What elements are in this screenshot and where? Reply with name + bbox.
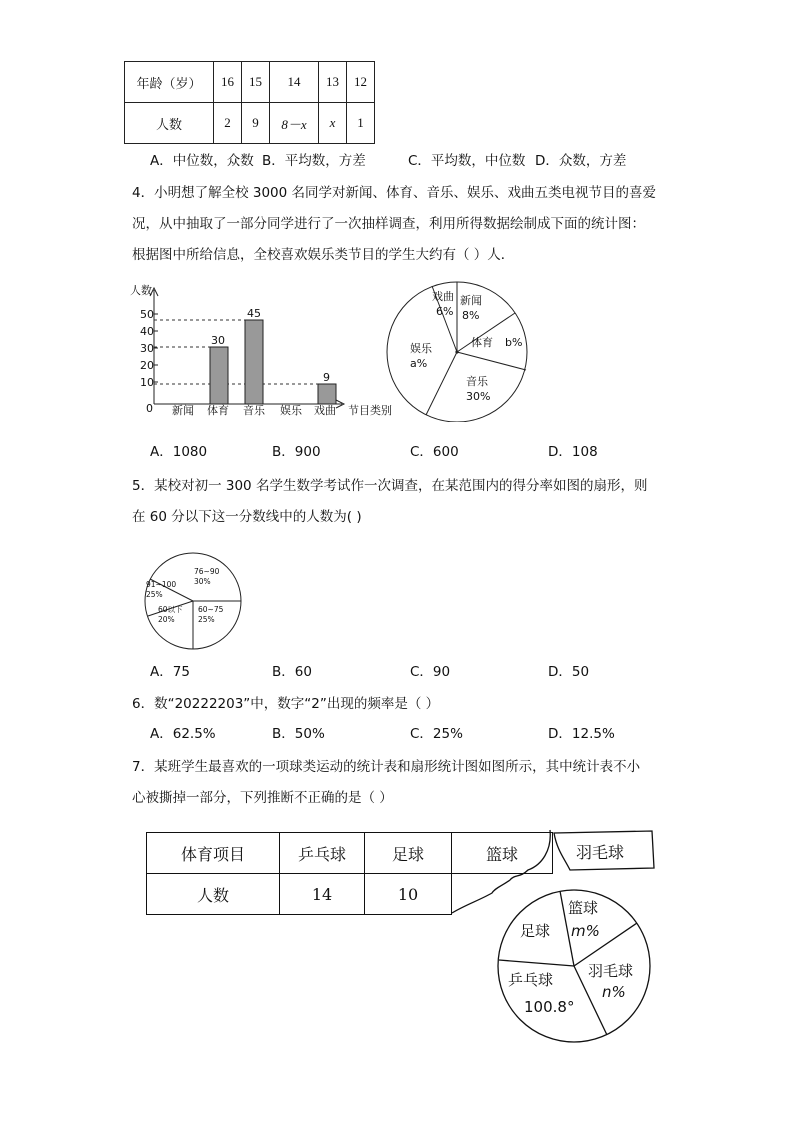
slice-label-娱乐: 娱乐 xyxy=(410,342,432,355)
q4-line3: 根据图中所给信息，全校喜欢娱乐类节目的学生大约有（ ）人． xyxy=(132,247,515,263)
table-cell: 10 xyxy=(365,874,452,915)
slice-label-戏曲: 戏曲 xyxy=(432,290,454,303)
table-cell: 2 xyxy=(214,103,242,144)
q3-option-a: A．中位数，众数 xyxy=(150,153,254,169)
table-header-cell: 足球 xyxy=(365,833,452,874)
table-cell: x xyxy=(319,103,347,144)
q5-line2: 在 60 分以下这一分数线中的人数为( ) xyxy=(132,509,362,525)
table-header-cell: 13 xyxy=(319,62,347,103)
bar-音乐 xyxy=(245,320,263,404)
slice-value-60以下: 20% xyxy=(158,615,175,624)
bar-体育 xyxy=(210,347,228,404)
slice-label-91-100: 91~100 xyxy=(146,580,177,589)
q7-line2: 心被撕掉一部分，下列推断不正确的是（ ） xyxy=(132,790,393,806)
age-table xyxy=(124,61,375,144)
slice-value-60-75: 25% xyxy=(198,615,215,624)
q4-line2: 况，从中抽取了一部分同学进行了一次抽样调查，利用所得数据绘制成下面的统计图： xyxy=(132,216,645,232)
x-axis-label: 节目类别 xyxy=(348,404,392,417)
slice-label-足球: 足球 xyxy=(520,922,551,940)
y-tick-label: 20 xyxy=(140,359,154,372)
pie-divider xyxy=(499,960,574,966)
slice-value-娱乐: a% xyxy=(410,357,428,370)
table-header-cell: 15 xyxy=(242,62,270,103)
q5-option-a: A．75 xyxy=(150,664,190,680)
slice-value-戏曲: 6% xyxy=(436,305,454,318)
q6-option-d: D．12.5% xyxy=(548,726,615,742)
slice-value-羽毛球: n% xyxy=(602,983,626,1001)
y-tick-label: 0 xyxy=(146,402,153,415)
table-cell: 人数 xyxy=(147,874,280,915)
slice-value-76-90: 30% xyxy=(194,577,211,586)
data-label: 30 xyxy=(211,334,225,347)
slice-value-91-100: 25% xyxy=(146,590,163,599)
x-tick-label: 音乐 xyxy=(243,404,265,417)
slice-value-新闻: 8% xyxy=(462,309,480,322)
slice-value-体育: b% xyxy=(505,336,523,349)
x-tick-label: 新闻 xyxy=(172,404,194,417)
pie-center xyxy=(455,350,458,353)
x-tick-label: 体育 xyxy=(207,404,229,417)
slice-label-60以下: 60以下 xyxy=(158,605,183,614)
torn-piece-and-pie xyxy=(440,820,680,1050)
q5-option-c: C．90 xyxy=(410,664,451,680)
table-header-cell: 体育项目 xyxy=(147,833,280,874)
slice-value-篮球: m% xyxy=(571,922,600,940)
slice-label-76-90: 76~90 xyxy=(194,567,220,576)
table-header-cell: 12 xyxy=(347,62,375,103)
q6-option-c: C．25% xyxy=(410,726,463,742)
table-cell: 14 xyxy=(280,874,365,915)
q4-option-d: D．108 xyxy=(548,444,598,460)
pie-chart-scores xyxy=(140,550,248,654)
q4-option-a: A．1080 xyxy=(150,444,208,460)
table-header-cell: 年龄（岁） xyxy=(125,62,214,103)
q7-line1: 7．某班学生最喜欢的一项球类运动的统计表和扇形统计图如图所示，其中统计表不小 xyxy=(132,759,641,775)
slice-label-篮球: 篮球 xyxy=(568,899,599,917)
q3-option-b: B．平均数，方差 xyxy=(262,153,366,169)
q4-line1: 4．小明想了解全校 3000 名同学对新闻、体育、音乐、娱乐、戏曲五类电视节目的喜爱 xyxy=(132,185,657,201)
table-header-cell: 14 xyxy=(270,62,319,103)
slice-label-音乐: 音乐 xyxy=(466,375,488,388)
y-tick-label: 40 xyxy=(140,325,154,338)
y-tick-label: 30 xyxy=(140,342,154,355)
q6-option-a: A．62.5% xyxy=(150,726,216,742)
pie-divider xyxy=(426,352,457,415)
q4-option-c: C．600 xyxy=(410,444,459,460)
q3-option-d: D．众数，方差 xyxy=(535,153,627,169)
slice-label-体育: 体育 xyxy=(471,336,493,349)
table-cell: 8－x xyxy=(270,103,319,144)
slice-value-乒乓球: 100.8° xyxy=(524,998,575,1016)
slice-label-新闻: 新闻 xyxy=(460,294,482,307)
data-label: 9 xyxy=(323,371,330,384)
pie-divider xyxy=(457,352,526,370)
slice-label-乒乓球: 乒乓球 xyxy=(508,971,554,989)
q4-option-b: B．900 xyxy=(272,444,321,460)
table-header-cell: 篮球 xyxy=(452,833,553,874)
q5-option-b: B．60 xyxy=(272,664,312,680)
table-cell: 人数 xyxy=(125,103,214,144)
pie-chart-programs xyxy=(380,280,530,422)
data-label: 45 xyxy=(247,307,261,320)
y-tick-label: 50 xyxy=(140,308,154,321)
table-cell: 1 xyxy=(347,103,375,144)
slice-value-音乐: 30% xyxy=(466,390,491,403)
q5-option-d: D．50 xyxy=(548,664,590,680)
slice-label-60-75: 60~75 xyxy=(198,605,224,614)
y-tick-label: 10 xyxy=(140,376,154,389)
x-tick-label: 娱乐 xyxy=(280,404,302,417)
x-tick-label: 戏曲 xyxy=(314,404,336,417)
bar-chart xyxy=(130,280,405,420)
table-header-cell: 16 xyxy=(214,62,242,103)
bar-戏曲 xyxy=(318,384,336,404)
table-cell: 9 xyxy=(242,103,270,144)
table-row xyxy=(125,62,375,103)
table-header-cell: 乒乓球 xyxy=(280,833,365,874)
torn-piece-label: 羽毛球 xyxy=(576,843,625,862)
q3-option-c: C．平均数，中位数 xyxy=(408,153,526,169)
y-axis-label: 人数 xyxy=(130,284,152,297)
q5-line1: 5．某校对初一 300 名学生数学考试作一次调查，在某范围内的得分率如图的扇形，则 xyxy=(132,478,648,494)
q6-line1: 6．数“20222203”中，数字“2”出现的频率是（ ） xyxy=(132,696,440,712)
table-row xyxy=(125,103,375,144)
q6-option-b: B．50% xyxy=(272,726,325,742)
slice-label-羽毛球: 羽毛球 xyxy=(588,962,634,980)
